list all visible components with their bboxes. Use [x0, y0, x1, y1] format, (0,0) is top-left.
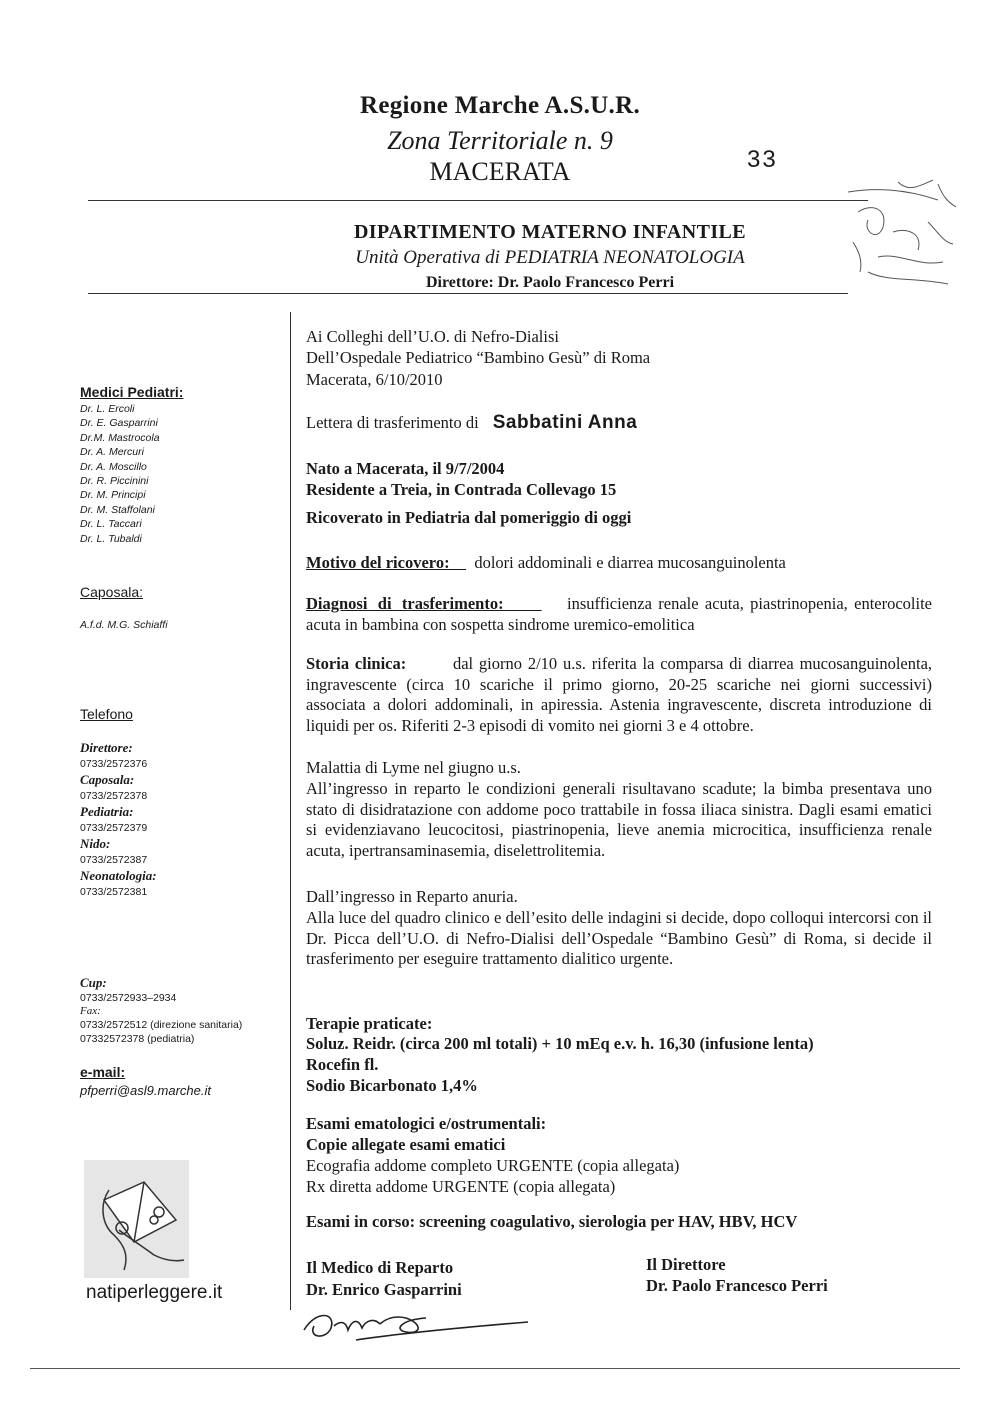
- admission-line: Ricoverato in Pediatria dal pomeriggio di oggi: [306, 508, 632, 527]
- cup-fax-block: [80, 975, 242, 1046]
- medico-item: Dr. R. Piccinini: [80, 475, 149, 488]
- diagnosi-label: Diagnosi di trasferimento:: [306, 594, 504, 613]
- sign-right-name: Dr. Paolo Francesco Perri: [646, 1276, 828, 1295]
- esami-label: Esami ematologici e/ostrumentali:: [306, 1114, 547, 1133]
- handwritten-signature-icon: [296, 1300, 536, 1350]
- unit-title: Unità Operativa di PEDIATRIA NEONATOLOGIA: [355, 247, 745, 268]
- caposala-title: Caposala:: [80, 584, 144, 600]
- header-city: MACERATA: [429, 157, 571, 186]
- header-divider-top: [88, 200, 868, 201]
- phone-number: 0733/2572387: [80, 854, 148, 866]
- medico-item: Dr. L. Tubaldi: [80, 532, 142, 545]
- header-divider-bottom: [88, 293, 848, 294]
- terapia-item: Sodio Bicarbonato 1,4%: [306, 1076, 478, 1095]
- phone-number: 0733/2572378: [80, 790, 148, 802]
- medico-item: Dr. A. Moscillo: [80, 460, 147, 473]
- phone-list: [80, 740, 157, 900]
- department-title: DIPARTIMENTO MATERNO INFANTILE: [353, 221, 747, 243]
- sign-left-name: Dr. Enrico Gasparrini: [306, 1280, 462, 1299]
- email-label: e-mail:: [80, 1064, 126, 1080]
- residence-line: Residente a Treia, in Contrada Collevago 15: [306, 480, 617, 499]
- cup-label: Cup:: [80, 975, 107, 990]
- logo-text: natiperleggere.it: [86, 1282, 223, 1303]
- diagnosi-text: insufficienza renale acuta, piastrinopenia, enterocolite acuta in bambina con sospetta sindrome uremico-emolitica: [306, 594, 932, 634]
- motivo-text: dolori addominali e diarrea mucosanguinolenta: [474, 553, 786, 572]
- terapia-item: Soluz. Reidr. (circa 200 ml totali) + 10 mEq e.v. h. 16,30 (infusione lenta): [306, 1034, 814, 1053]
- place-date: Macerata, 6/10/2010: [306, 370, 443, 389]
- storia-ingresso: All’ingresso in reparto le condizioni generali risultavano scadute; la bimba presentava uno stato di disidratazione con addome poco trattabile in fossa iliaca sinistra. Dagli esami ematici si evidenziavano leucocitosi, piastrinopenia, lieve anemia microcitica, insufficienza renale acuta, ipertransaminasemia, diselettrolitemia.: [306, 779, 932, 860]
- telefono-title: Telefono: [80, 706, 133, 722]
- caposala-name: A.f.d. M.G. Schiaffi: [80, 619, 168, 631]
- phone-number: 0733/2572376: [80, 758, 148, 770]
- sign-left-title: Il Medico di Reparto: [306, 1258, 454, 1277]
- cup-number: 0733/2572933–2934: [80, 992, 177, 1004]
- medico-item: Dr. L. Taccari: [80, 518, 142, 531]
- medico-item: Dr. M. Staffolani: [80, 503, 155, 516]
- terapie-label: Terapie praticate:: [306, 1014, 433, 1033]
- storia-decisione: Alla luce del quadro clinico e dell’esito delle indagini si decide, dopo colloqui intercorsi con il Dr. Picca dell’U.O. di Nefro-Dialisi dell’Ospedale “Bambino Gesù” di Roma, si decide il trasferimento per eseguire trattamento dialitico urgente.: [306, 908, 932, 968]
- director-line: Direttore: Dr. Paolo Francesco Perri: [425, 274, 675, 291]
- addressee-line: Dell’Ospedale Pediatrico “Bambino Gesù” di Roma: [306, 348, 651, 367]
- sidebar-divider: [290, 312, 291, 1310]
- phone-number: 0733/2572381: [80, 886, 148, 898]
- fax-label: Fax:: [80, 1005, 101, 1017]
- sign-right-title: Il Direttore: [646, 1255, 726, 1274]
- fax-line: 0733/2572512 (direzione sanitaria): [80, 1019, 243, 1031]
- storia-label: Storia clinica:: [306, 654, 407, 673]
- page-number: 33: [747, 146, 778, 173]
- medico-item: Dr. L. Ercoli: [80, 403, 135, 415]
- header-zona: Zona Territoriale n. 9: [387, 126, 613, 155]
- storia-anuria: Dall’ingresso in Reparto anuria.: [306, 887, 518, 906]
- diagnosi-block: [306, 594, 932, 635]
- esami-in-corso: Esami in corso: screening coagulativo, sierologia per HAV, HBV, HCV: [306, 1212, 798, 1231]
- phone-number: 0733/2572379: [80, 822, 148, 834]
- terapia-item: Rocefin fl.: [306, 1055, 379, 1074]
- phone-role: Pediatria:: [80, 804, 134, 819]
- phone-role: Nido:: [80, 836, 111, 851]
- natiperleggere-logo-icon: [84, 1160, 189, 1278]
- patient-name: Sabbatini Anna: [492, 412, 638, 433]
- esame-item: Ecografia addome completo URGENTE (copia allegata): [306, 1156, 680, 1175]
- storia-lyme: Malattia di Lyme nel giugno u.s.: [306, 758, 521, 777]
- esami-copie: Copie allegate esami ematici: [306, 1135, 506, 1154]
- phone-role: Direttore:: [80, 740, 133, 755]
- medico-item: Dr. E. Gasparrini: [80, 417, 158, 430]
- storia-text: dal giorno 2/10 u.s. riferita la comparsa di diarrea mucosanguinolenta, ingravescente (circa 10 scariche il primo giorno, 20-25 scariche nei giorni successivi) associata a dolori addominali, in apiressia. Astenia ingravescente, discreta introduzione di liquidi per os. Riferiti 2-3 episodi di vomito nei giorni 3 e 4 ottobre.: [306, 654, 933, 735]
- phone-role: Neonatologia:: [80, 868, 157, 883]
- motivo-label: Motivo del ricovero:: [306, 553, 450, 572]
- medico-item: Dr. A. Mercuri: [80, 446, 144, 459]
- addressee-line: Ai Colleghi dell’U.O. di Nefro-Dialisi: [306, 327, 559, 346]
- medici-list: [80, 402, 160, 546]
- subject-line: [306, 413, 932, 434]
- medico-item: Dr. M. Principi: [80, 489, 146, 502]
- esame-item: Rx diretta addome URGENTE (copia allegata): [306, 1177, 616, 1196]
- header-region: Regione Marche A.S.U.R.: [359, 92, 641, 119]
- medico-item: Dr.M. Mastrocola: [80, 431, 160, 444]
- phone-role: Caposala:: [80, 772, 135, 787]
- storia-block: [306, 654, 932, 736]
- stamp-sketch-icon: [838, 172, 968, 297]
- footer-divider: [30, 1368, 960, 1369]
- subject-label: Lettera di trasferimento di: [306, 413, 479, 432]
- email-address[interactable]: pfperri@asl9.marche.it: [80, 1083, 211, 1098]
- motivo-line: [306, 553, 932, 574]
- medici-title: Medici Pediatri:: [80, 384, 184, 400]
- fax-line: 07332572378 (pediatria): [80, 1033, 195, 1045]
- birth-line: Nato a Macerata, il 9/7/2004: [306, 459, 505, 478]
